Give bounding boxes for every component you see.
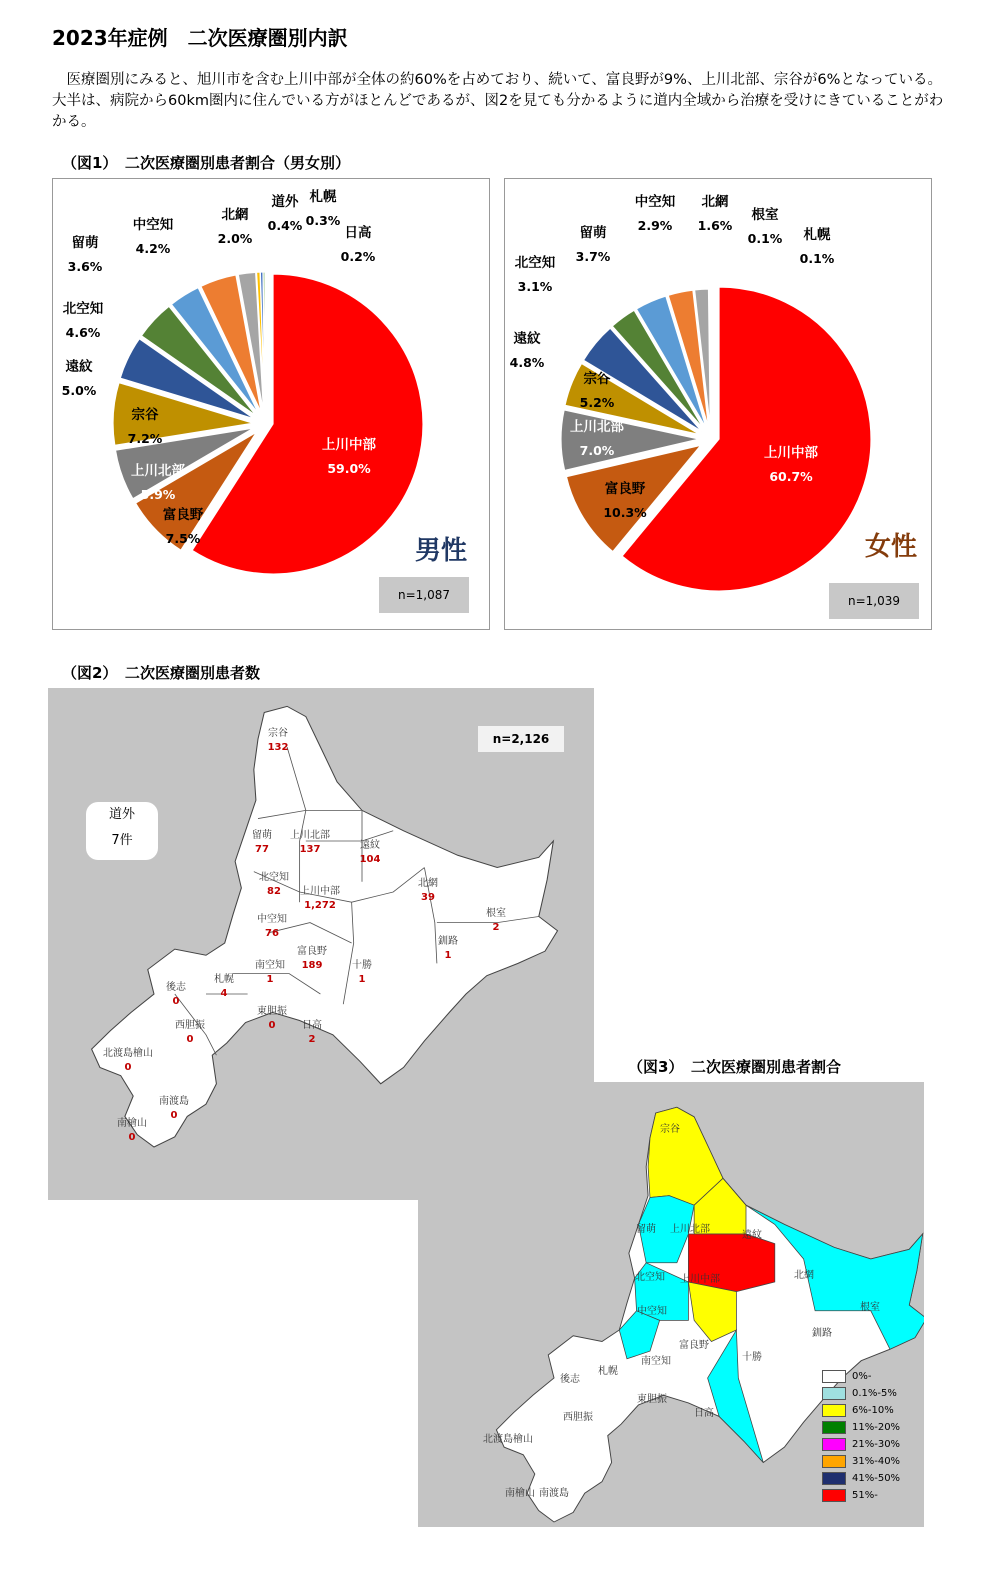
map-region-name: 北空知 [259, 872, 289, 883]
map-region-name: 宗谷 [268, 728, 288, 739]
legend-item [822, 1470, 900, 1487]
map-region-name: 富良野 [297, 946, 327, 957]
legend-swatch [822, 1387, 846, 1400]
slice-value-label: 0.2% [340, 249, 376, 264]
map-region-count: 137 [299, 844, 321, 855]
map-region-name: 根室 [486, 908, 506, 919]
map-region-count: 132 [267, 742, 289, 753]
slice-value-label: 0.3% [305, 213, 341, 228]
legend-item [822, 1453, 900, 1470]
slice-value-label: 7.2% [127, 431, 163, 446]
legend-swatch [822, 1421, 846, 1434]
legend-item [822, 1402, 900, 1419]
map-region-name: 釧路 [438, 936, 458, 947]
legend-label: 6%-10% [852, 1405, 894, 1416]
fig3-region-name: 北網 [794, 1270, 814, 1281]
outside-name: 道外 [108, 807, 135, 822]
map-region-count: 76 [265, 928, 279, 939]
map-region-count: 0 [128, 1132, 136, 1143]
fig3-map-panel [418, 1082, 924, 1527]
fig3-region-name: 札幌 [598, 1366, 618, 1377]
slice-name-label: 宗谷 [131, 407, 159, 423]
map-region-name: 東胆振 [257, 1006, 287, 1017]
map-region-count: 189 [301, 960, 323, 971]
legend-label: 0%- [852, 1371, 872, 1382]
legend-label: 41%-50% [852, 1473, 901, 1484]
map-region-name: 上川北部 [290, 830, 330, 841]
legend-swatch [822, 1370, 846, 1383]
slice-name-label: 根室 [751, 207, 779, 223]
map-region-count: 2 [308, 1034, 316, 1045]
map-region-name: 南空知 [255, 960, 285, 971]
fig3-region-name: 上川北部 [670, 1224, 710, 1235]
slice-name-label: 遠紋 [65, 359, 93, 375]
fig3-region-name: 留萌 [636, 1224, 656, 1235]
fig3-region-name: 根室 [860, 1302, 880, 1313]
fig3-region-name: 北空知 [635, 1272, 665, 1283]
map-region-name: 遠紋 [360, 840, 380, 851]
outside-hokkaido-box [86, 802, 158, 860]
legend-swatch [822, 1455, 846, 1468]
map-region-count: 4 [220, 988, 228, 999]
pie-chart-male [52, 178, 490, 630]
slice-value-label: 4.6% [65, 325, 101, 340]
slice-value-label: 4.8% [509, 355, 545, 370]
slice-value-label: 2.0% [217, 231, 253, 246]
map-region-name: 札幌 [214, 974, 234, 985]
slice-value-label: 10.3% [603, 505, 647, 520]
map-region-name: 北網 [418, 878, 438, 889]
map-region-name: 南渡島 [159, 1096, 189, 1107]
slice-value-label: 3.7% [575, 249, 611, 264]
map-region-name: 後志 [166, 982, 186, 993]
slice-value-label: 5.9% [140, 487, 176, 502]
pie-title: 男性 [414, 536, 468, 566]
fig3-region-name: 南檜山 [505, 1488, 535, 1499]
fig3-region-name: 釧路 [812, 1328, 832, 1339]
fig3-region-name: 上川中部 [680, 1274, 720, 1285]
n-label-male: n=1,087 [379, 577, 469, 613]
map-region-name: 上川中部 [300, 886, 340, 897]
map-region-count: 0 [124, 1062, 132, 1073]
slice-name-label: 札幌 [803, 227, 831, 243]
map-region-count: 1 [444, 950, 452, 961]
fig3-region-name: 東胆振 [637, 1394, 667, 1405]
map-region-name: 留萌 [252, 830, 272, 841]
slice-name-label: 留萌 [71, 235, 99, 251]
fig3-region-name: 後志 [560, 1374, 580, 1385]
slice-name-label: 宗谷 [583, 371, 611, 387]
n-label-female: n=1,039 [829, 583, 919, 619]
slice-value-label: 5.0% [61, 383, 97, 398]
map-region-name: 十勝 [352, 960, 372, 971]
map-region-count: 2 [492, 922, 500, 933]
slice-name-label: 北網 [221, 207, 249, 223]
slice-value-label: 59.0% [327, 461, 371, 476]
slice-name-label: 北空知 [514, 255, 556, 271]
slice-name-label: 上川中部 [764, 445, 818, 461]
legend-item [822, 1436, 900, 1453]
legend-swatch [822, 1438, 846, 1451]
map-region-name: 北渡島檜山 [103, 1048, 153, 1059]
slice-value-label: 1.6% [697, 218, 733, 233]
map-region-count: 82 [267, 886, 281, 897]
slice-value-label: 7.5% [165, 531, 201, 546]
slice-value-label: 60.7% [769, 469, 813, 484]
legend-label: 31%-40% [852, 1456, 901, 1467]
page-title: 2023年症例 二次医療圏別内訳 [52, 26, 348, 50]
legend-item [822, 1419, 900, 1436]
map-region-count: 1 [358, 974, 366, 985]
legend-swatch [822, 1404, 846, 1417]
legend-swatch [822, 1489, 846, 1502]
map-region-count: 0 [268, 1020, 276, 1031]
map-region-name: 西胆振 [175, 1020, 205, 1031]
slice-value-label: 0.1% [747, 231, 783, 246]
slice-name-label: 留萌 [579, 225, 607, 241]
fig3-region-name: 富良野 [679, 1340, 709, 1351]
slice-name-label: 上川北部 [570, 419, 624, 435]
slice-name-label: 中空知 [634, 194, 676, 210]
map-region-name: 南檜山 [117, 1118, 147, 1129]
slice-name-label: 富良野 [604, 481, 646, 497]
pie-title: 女性 [864, 532, 918, 562]
slice-value-label: 3.6% [67, 259, 103, 274]
slice-value-label: 0.4% [267, 218, 303, 233]
fig3-region-name: 南渡島 [539, 1488, 569, 1499]
pie-male-svg [53, 179, 489, 629]
fig3-region-name: 北渡島檜山 [483, 1434, 533, 1445]
map-region-count: 0 [186, 1034, 194, 1045]
map-region-count: 104 [359, 854, 381, 865]
slice-value-label: 4.2% [135, 241, 171, 256]
slice-name-label: 道外 [271, 194, 299, 210]
legend-label: 21%-30% [852, 1439, 901, 1450]
fig3-region-name: 十勝 [742, 1352, 762, 1363]
fig3-region-name: 遠紋 [742, 1230, 762, 1241]
legend-item [822, 1385, 900, 1402]
fig3-legend [822, 1368, 900, 1504]
slice-name-label: 遠紋 [513, 331, 541, 347]
slice-name-label: 富良野 [162, 507, 204, 523]
legend-item [822, 1487, 900, 1504]
map-region-count: 1 [266, 974, 274, 985]
legend-label: 11%-20% [852, 1422, 901, 1433]
fig3-region-name: 中空知 [637, 1306, 667, 1317]
slice-name-label: 北空知 [62, 301, 104, 317]
map-region-name: 中空知 [257, 914, 287, 925]
slice-name-label: 中空知 [132, 217, 174, 233]
slice-value-label: 5.2% [579, 395, 615, 410]
slice-name-label: 日高 [344, 225, 372, 241]
outside-count: 7件 [111, 833, 133, 848]
map-region-count: 0 [172, 996, 180, 1007]
map-region-count: 0 [170, 1110, 178, 1121]
slice-value-label: 0.1% [799, 251, 835, 266]
map-region-name: 日高 [302, 1020, 322, 1031]
pie-female-svg [505, 179, 931, 629]
hokkaido-outline [92, 706, 558, 1147]
slice-value-label: 3.1% [517, 279, 553, 294]
legend-item [822, 1368, 900, 1385]
fig2-label: （図2） 二次医療圏別患者数 [62, 664, 260, 682]
legend-label: 51%- [852, 1490, 878, 1501]
slice-value-label: 2.9% [637, 218, 673, 233]
map-region-count: 1,272 [304, 900, 336, 911]
slice-name-label: 北網 [701, 194, 729, 210]
legend-label: 0.1%-5% [852, 1388, 897, 1399]
pie-chart-female [504, 178, 932, 630]
slice-name-label: 上川北部 [131, 463, 185, 479]
fig1-label: （図1） 二次医療圏別患者割合（男女別） [62, 154, 350, 172]
slice-value-label: 7.0% [579, 443, 615, 458]
fig3-label: （図3） 二次医療圏別患者割合 [628, 1058, 841, 1076]
slice-name-label: 札幌 [309, 189, 337, 205]
fig3-region-name: 西胆振 [563, 1412, 593, 1423]
fig3-region-name: 日高 [694, 1408, 714, 1419]
map-region-count: 39 [421, 892, 435, 903]
fig3-region-name: 宗谷 [660, 1124, 680, 1135]
fig3-region-name: 南空知 [641, 1356, 671, 1367]
intro-text: 医療圏別にみると、旭川市を含む上川中部が全体の約60%を占めており、続いて、富良野が9%、上川北部、宗谷が6%となっている。大半は、病院から60km圏内に住んでいる方がほとんどであるが、図2を見ても分かるように道内全域から治療を受けにきていることがわかる。 [52, 72, 944, 130]
legend-swatch [822, 1472, 846, 1485]
slice-name-label: 上川中部 [322, 437, 376, 453]
n-label-map: n=2,126 [478, 726, 564, 752]
map-region-count: 77 [255, 844, 269, 855]
